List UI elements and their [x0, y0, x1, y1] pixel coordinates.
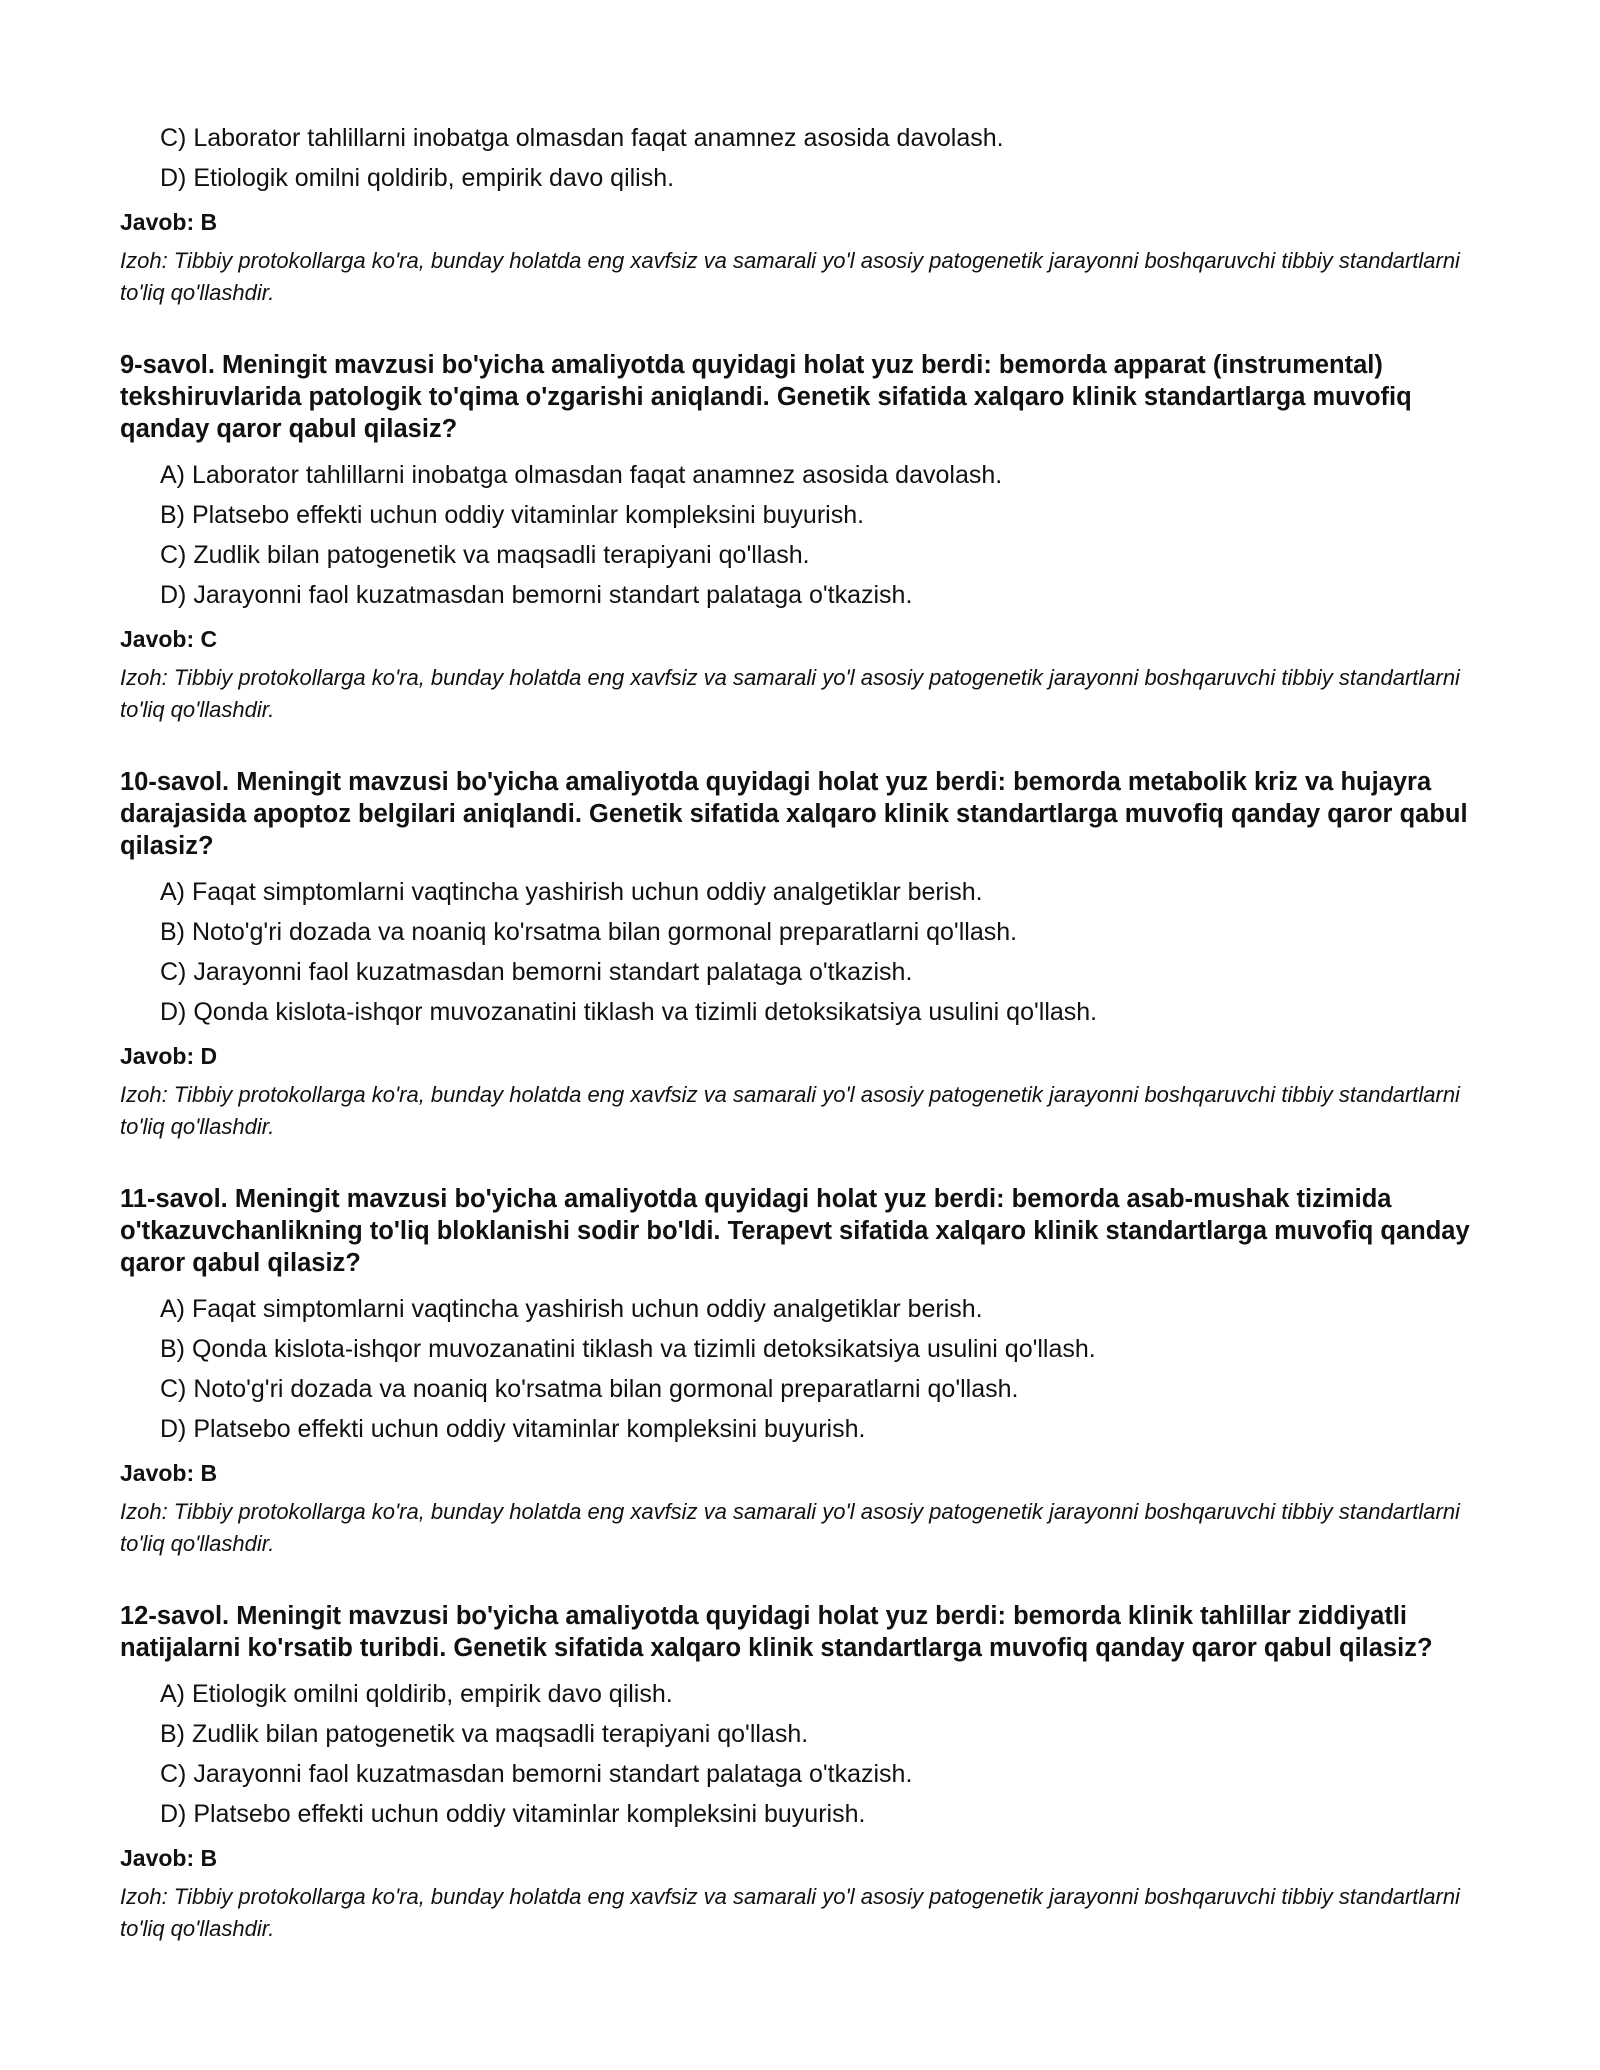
answer-option: A) Etiologik omilni qoldirib, empirik davo qilish. — [160, 1680, 673, 1708]
question-block-9 — [120, 349, 1490, 726]
answer-key: Javob: B — [120, 209, 218, 235]
answer-option: C) Laborator tahlillarni inobatga olmasdan faqat anamnez asosida davolash. — [160, 124, 1004, 152]
answer-key: Javob: B — [120, 1460, 218, 1486]
question-block-12 — [120, 1600, 1490, 1945]
answer-key: Javob: C — [120, 626, 218, 652]
answer-option: C) Jarayonni faol kuzatmasdan bemorni standart palataga o'tkazish. — [160, 1760, 913, 1788]
answer-option: A) Laborator tahlillarni inobatga olmasdan faqat anamnez asosida davolash. — [160, 461, 1003, 489]
question-block-11 — [120, 1183, 1490, 1560]
answer-option: D) Qonda kislota-ishqor muvozanatini tiklash va tizimli detoksikatsiya usulini qo'llash. — [160, 998, 1098, 1026]
question-text: 12-savol. Meningit mavzusi bo'yicha amaliyotda quyidagi holat yuz berdi: bemorda klinik tahlillar ziddiyatli natijalarni ko'rsatib turibdi. Genetik sifatida xalqaro klinik standartlarga muvofiq qanday qaror qabul qilasiz? — [120, 1602, 1433, 1662]
answer-option: C) Zudlik bilan patogenetik va maqsadli terapiyani qo'llash. — [160, 541, 810, 569]
answer-option: C) Jarayonni faol kuzatmasdan bemorni standart palataga o'tkazish. — [160, 958, 913, 986]
explanation-note: Izoh: Tibbiy protokollarga ko'ra, bunday holatda eng xavfsiz va samarali yo'l asosiy patogenetik jarayonni boshqaruvchi tibbiy standartlarni to'liq qo'llashdir. — [120, 665, 1460, 722]
answer-option: B) Noto'g'ri dozada va noaniq ko'rsatma bilan gormonal preparatlarni qo'llash. — [160, 918, 1018, 946]
answer-option: A) Faqat simptomlarni vaqtincha yashirish uchun oddiy analgetiklar berish. — [160, 878, 983, 906]
answer-option: D) Platsebo effekti uchun oddiy vitaminlar kompleksini buyurish. — [160, 1415, 866, 1443]
question-block-10 — [120, 766, 1490, 1143]
explanation-note: Izoh: Tibbiy protokollarga ko'ra, bunday holatda eng xavfsiz va samarali yo'l asosiy patogenetik jarayonni boshqaruvchi tibbiy standartlarni to'liq qo'llashdir. — [120, 1884, 1460, 1941]
answer-key: Javob: B — [120, 1845, 218, 1871]
answer-option: D) Platsebo effekti uchun oddiy vitaminlar kompleksini buyurish. — [160, 1800, 866, 1828]
explanation-note: Izoh: Tibbiy protokollarga ko'ra, bunday holatda eng xavfsiz va samarali yo'l asosiy patogenetik jarayonni boshqaruvchi tibbiy standartlarni to'liq qo'llashdir. — [120, 1499, 1460, 1556]
explanation-note: Izoh: Tibbiy protokollarga ko'ra, bunday holatda eng xavfsiz va samarali yo'l asosiy patogenetik jarayonni boshqaruvchi tibbiy standartlarni to'liq qo'llashdir. — [120, 1082, 1460, 1139]
answer-option: B) Platsebo effekti uchun oddiy vitaminlar kompleksini buyurish. — [160, 501, 865, 529]
question-text: 11-savol. Meningit mavzusi bo'yicha amaliyotda quyidagi holat yuz berdi: bemorda asab-mushak tizimida o'tkazuvchanlikning to'liq bloklanishi sodir bo'ldi. Terapevt sifatida xalqaro klinik standartlarga muvofiq qanday qaror qabul qilasiz? — [120, 1185, 1470, 1277]
document-page — [120, 118, 1490, 1945]
explanation-note: Izoh: Tibbiy protokollarga ko'ra, bunday holatda eng xavfsiz va samarali yo'l asosiy patogenetik jarayonni boshqaruvchi tibbiy standartlarni to'liq qo'llashdir. — [120, 248, 1460, 305]
question-text: 10-savol. Meningit mavzusi bo'yicha amaliyotda quyidagi holat yuz berdi: bemorda metabolik kriz va hujayra darajasida apoptoz belgilari aniqlandi. Genetik sifatida xalqaro klinik standartlarga muvofiq qanday qaror qabul qilasiz? — [120, 768, 1468, 860]
answer-option: D) Etiologik omilni qoldirib, empirik davo qilish. — [160, 164, 675, 192]
carryover-block — [120, 118, 1490, 309]
answer-option: B) Zudlik bilan patogenetik va maqsadli terapiyani qo'llash. — [160, 1720, 809, 1748]
answer-option: B) Qonda kislota-ishqor muvozanatini tiklash va tizimli detoksikatsiya usulini qo'llash. — [160, 1335, 1096, 1363]
answer-option: D) Jarayonni faol kuzatmasdan bemorni standart palataga o'tkazish. — [160, 581, 913, 609]
question-text: 9-savol. Meningit mavzusi bo'yicha amaliyotda quyidagi holat yuz berdi: bemorda apparat (instrumental) tekshiruvlarida patologik to'qima o'zgarishi aniqlandi. Genetik sifatida xalqaro klinik standartlarga muvofiq qanday qaror qabul qilasiz? — [120, 351, 1412, 443]
answer-option: A) Faqat simptomlarni vaqtincha yashirish uchun oddiy analgetiklar berish. — [160, 1295, 983, 1323]
answer-key: Javob: D — [120, 1043, 218, 1069]
answer-option: C) Noto'g'ri dozada va noaniq ko'rsatma bilan gormonal preparatlarni qo'llash. — [160, 1375, 1019, 1403]
